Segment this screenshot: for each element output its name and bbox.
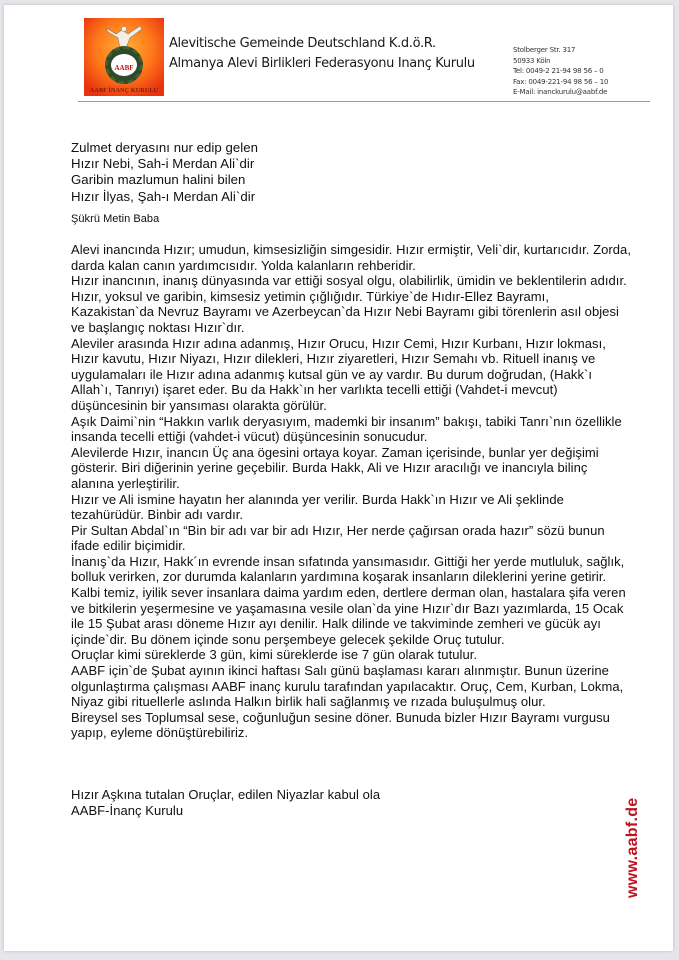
contact-fax: Fax: 0049-221-94 98 56 – 10 <box>513 77 609 86</box>
paragraph: Alevilerde Hızır, inancın Üç ana ögesini ortaya koyar. Zaman içerisinde, bunlar yer değişimi gösterir. Biri diğerinin yerine geçebilir. Burda Hakk, Ali ve Hızır aracılığı ve inancıyla bilinç alanına yerleştirilir. <box>71 444 599 491</box>
contact-tel: Tel: 0049-2 21-94 98 56 – 0 <box>513 67 604 75</box>
paragraph: İnanış`da Hızır, Hakk´ın evrende insan sıfatında yansımasıdır. Gittiği her yerde mutluluk, sağlık, bolluk verirken, zor durumda kalanların yardımına koşarak insanların dileklerini yerine getirir. Kalbi temiz, iyilik sever insanlara daima yardım eden, dertlere derman olan, hastalara şifa veren ve bitkilerin yeşermesine ve yaşamasına vesile olan`da yine Hızır`dır Bazı yazımlarda, 15 Ocak ile 15 Şubat arası döneme Hızır ayı denilir. Halk dilinde ve takviminde zemheri ve gücük ayı içinde`dir. Bu dönem içinde sonu perşembeye gelecek şekilde Oruç tutulur. <box>71 553 626 647</box>
aabf-logo <box>84 18 164 96</box>
letter-page <box>4 5 673 951</box>
signature: AABF-İnanç Kurulu <box>71 802 184 818</box>
poem-line: Zulmet deryasını nur edip gelen <box>71 140 259 155</box>
paragraph: AABF için`de Şubat ayının ikinci haftası Salı günü başlaması kararı alınmıştır. Bunun üzerine olgunlaştırma çalışması AABF inanç kurulu tarafından yapılacaktır. Oruç, Cem, Kurban, Lokma, Niyaz gibi rituellerle aslında Halkın birlik hali sağlanmış ve rızada buluşulmuş olur. <box>71 663 624 710</box>
poem-author: Şükrü Metin Baba <box>71 213 160 225</box>
closing-line: Hızır Aşkına tutalan Oruçlar, edilen Niyazlar kabul ola <box>71 787 381 802</box>
paragraph: Alevi inancında Hızır; umudun, kimsesizliğin simgesidir. Hızır ermiştir, Veli`dir, kurtarıcıdır. Zorda, darda kalan canın yardımcısıdır. Yolda kalanların rehberidir. <box>71 242 631 273</box>
paragraph: Oruçlar kimi süreklerde 3 gün, kimi süreklerde ise 7 gün olarak tutulur. <box>71 647 478 663</box>
contact-email[interactable]: E-Mail: inanckurulu@aabf.de <box>513 88 608 96</box>
contact-city: 50933 Köln <box>513 56 551 65</box>
website-link[interactable]: www.aabf.de <box>624 797 641 898</box>
poem-line: Garibin mazlumun halini bilen <box>71 172 246 188</box>
contact-block <box>513 45 608 98</box>
contact-street: Stolberger Str. 317 <box>513 46 576 54</box>
organization-name <box>169 34 475 74</box>
paragraph: Aleviler arasında Hızır adına adanmış, Hızır Orucu, Hızır Cemi, Hızır Kurbanı, Hızır lokması, Hızır kavutu, Hızır Niyazı, Hızır dilekleri, Hızır ziyaretleri, Hızır Semahı vb. Rituell inanış ve uygulamaları ile Hızır adına adanmış kutsal gün ve ay vardır. Bu durum doğrudan, (Hakk`ı Allah`ı, Tanrıyı) işaret eder. Bu da Hakk`ın her varlıkta tecelli ettiği (Vahdet-i mevcut) düşüncesinin bir yansıması olarakta görülür. <box>71 335 606 413</box>
closing <box>71 787 380 818</box>
poem <box>71 140 258 205</box>
logo-caption: AABF İNANÇ KURULU <box>89 88 159 94</box>
org-name-german: Alevitische Gemeinde Deutschland K.d.ö.R. <box>169 36 436 51</box>
header-divider <box>78 101 650 102</box>
paragraph: Hızır ve Ali ismine hayatın her alanında yer verilir. Burda Hakk`ın Hızır ve Ali şeklinde tezahürüdür. Binbir adı vardır. <box>71 491 564 523</box>
paragraph: Aşık Daimi`nin “Hakkın varlık deryasıyım, mademki bir insanım” bakışı, tabiki Tanrı`nın özellikle insanda tecelli ettiği (vahdet-i vücut) düşüncesinin sonucudur. <box>71 413 622 445</box>
org-name-turkish: Almanya Alevi Birlikleri Federasyonu Inanç Kurulu <box>169 56 475 71</box>
paragraph: Pir Sultan Abdal`ın “Bin bir adı var bir adı Hızır, Her nerde çağırsan orada hazır” sözü bunun ifade edilir biçimidir. <box>71 522 605 554</box>
poem-line: Hızır Nebi, Sah-i Merdan Ali`dir <box>71 156 255 172</box>
paragraph: Hızır inancının, inanış dünyasında var ettiği sosyal olgu, olabilirlik, ümidin ve beklentilerin adıdır. Hızır, yoksul ve garibin, kimsesiz yetimin çığlığıdır. Türkiye`de Hıdır-Ellez Bayramı, Kazakistan`da Nevruz Bayramı ve Azerbeycan`da Hızır Nebi Bayramı gibi törenlerin asıl objesi ve başlangıç noktası Hızır`dır. <box>71 273 627 335</box>
paragraph: Bireysel ses Toplumsal sese, coğunluğun sesine döner. Bunuda bizler Hızır Bayramı vurgusu yapıp, eyleme dönüştürebiliriz. <box>71 709 610 741</box>
logo-badge: AABF <box>111 54 137 76</box>
poem-line: Hızır İlyas, Şah-ı Merdan Ali`dir <box>71 188 256 204</box>
letter-body <box>71 242 631 741</box>
